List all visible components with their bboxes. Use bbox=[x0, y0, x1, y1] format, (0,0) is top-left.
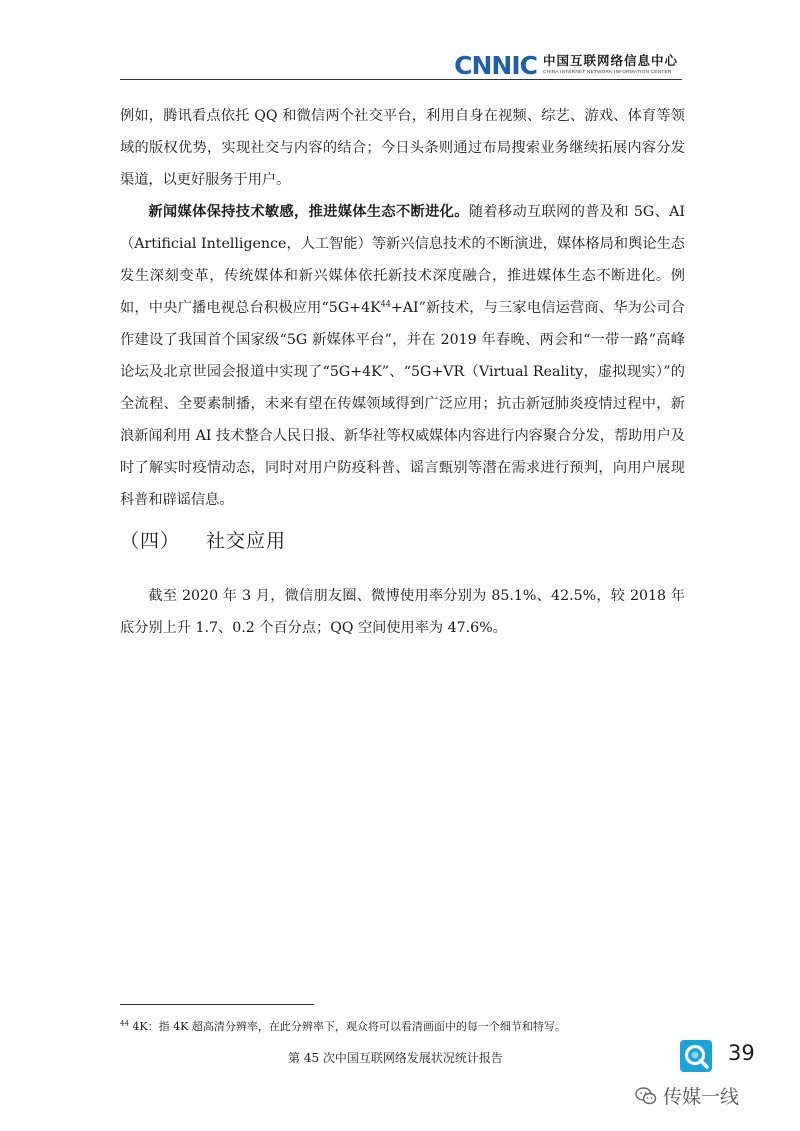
report-title: 第 45 次中国互联网络发展状况统计报告 bbox=[288, 1051, 503, 1065]
section-heading bbox=[120, 526, 286, 553]
section-title: 社交应用 bbox=[206, 530, 287, 552]
cnnic-logo bbox=[454, 52, 678, 78]
paragraph-continuation: 例如，腾讯看点依托 QQ 和微信两个社交平台，利用自身在视频、综艺、游戏、体育等领域的版权优势，实现社交与内容的结合；今日头条则通过布局搜索业务继续拓展内容分发渠道，以更好服务于用户。 bbox=[120, 108, 685, 188]
paragraph-text-part-a: 随着移动互联网的普及和 5G、AI（Artificial Intelligence，人工智能）等新兴信息技术的不断演进，媒体格局和舆论生态发生深刻变革，传统媒体和新兴媒体依托新技术深度融合，推进媒体生态不断进化。例如，中央广播电视总台积极应用“5G+4K bbox=[120, 204, 685, 316]
watermark-text: 传媒一线 bbox=[663, 1086, 740, 1108]
header-divider bbox=[120, 79, 682, 80]
footnote-reference: 44 bbox=[380, 299, 391, 309]
paragraph-lead-bold: 新闻媒体保持技术敏感，推进媒体生态不断进化。 bbox=[148, 204, 469, 220]
wechat-chat-icon bbox=[635, 1086, 657, 1106]
footnote-divider bbox=[120, 1004, 314, 1005]
footnote-marker: 44 bbox=[120, 1019, 129, 1028]
section-number: （四） bbox=[120, 530, 181, 552]
paragraph-social-apps: 截至 2020 年 3 月，微信朋友圈、微博使用率分别为 85.1%、42.5%，较 2018 年底分别上升 1.7、0.2 个百分点；QQ 空间使用率为 47.6%。 bbox=[120, 588, 685, 636]
q-search-logo-icon bbox=[680, 1040, 712, 1072]
paragraph-text-part-b: +AI”新技术，与三家电信运营商、华为公司合作建设了我国首个国家级“5G 新媒体平台”，并在 2019 年春晚、两会和“一带一路”高峰论坛及北京世园会报道中实现了“5G+4K”、“5G+VR（Virtual Reality，虚拟现实）”的全流程、全要素制播，未来有望在传媒领域得到广泛应用；抗击新冠肺炎疫情过程中，新浪新闻利用 AI 技术整合人民日报、新华社等权威媒体内容进行内容聚合分发，帮助用户及时了解实时疫情动态，同时对用户防疫科普、谣言甄别等潜在需求进行预判，向用户展现科普和辟谣信息。 bbox=[120, 300, 685, 508]
logo-chinese-name: 中国互联网络信息中心 bbox=[542, 53, 678, 69]
page-number: 39 bbox=[728, 1041, 755, 1065]
footnote bbox=[120, 1018, 566, 1034]
footnote-text: 4K：指 4K 超高清分辨率，在此分辨率下，观众将可以看清画面中的每一个细节和特写。 bbox=[128, 1020, 566, 1033]
logo-english-name: CHINA INTERNET NETWORK INFORMATION CENTER bbox=[542, 68, 672, 74]
logo-text-block bbox=[543, 55, 678, 74]
paragraph-news-media bbox=[120, 196, 685, 516]
wechat-watermark bbox=[635, 1082, 739, 1109]
logo-wordmark: CNNIC bbox=[454, 50, 537, 80]
